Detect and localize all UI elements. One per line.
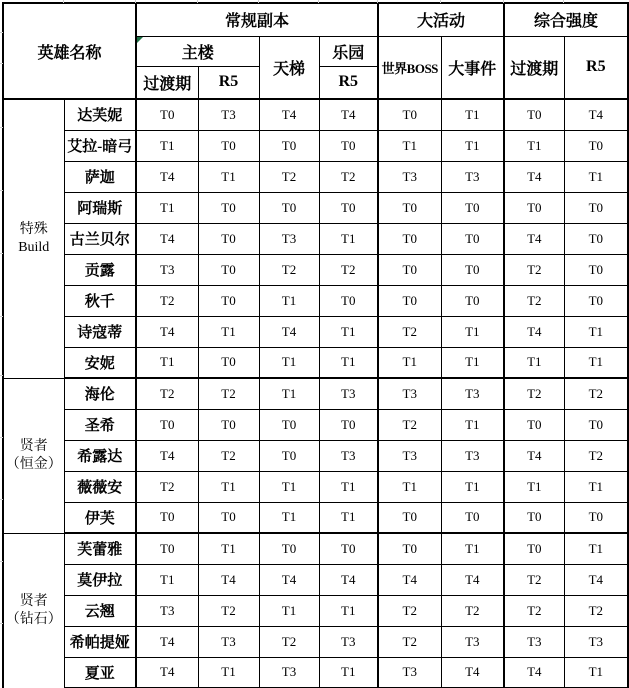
tier-cell[interactable]: T1 — [198, 657, 259, 688]
tier-cell[interactable]: T0 — [378, 285, 441, 316]
tier-cell[interactable]: T1 — [259, 471, 319, 502]
tier-cell[interactable]: T0 — [504, 502, 564, 533]
hero-name-cell[interactable]: 安妮 — [64, 347, 136, 378]
tier-cell[interactable]: T0 — [319, 285, 378, 316]
margin-gridline-tick — [0, 127, 3, 128]
tier-cell[interactable]: T2 — [136, 378, 198, 409]
tier-cell[interactable]: T4 — [136, 440, 198, 471]
margin-gridline-tick — [0, 63, 3, 64]
hero-name-cell[interactable]: 秋千 — [64, 285, 136, 316]
tier-cell[interactable]: T0 — [504, 533, 564, 564]
tier-cell[interactable]: T1 — [441, 316, 504, 347]
tier-cell[interactable]: T0 — [504, 192, 564, 223]
tier-cell[interactable]: T2 — [259, 161, 319, 192]
tier-cell[interactable]: T1 — [319, 347, 378, 378]
tier-cell[interactable]: T0 — [564, 285, 628, 316]
tier-cell[interactable]: T4 — [259, 564, 319, 595]
tier-cell[interactable]: T0 — [198, 409, 259, 440]
margin-gridline-tick — [377, 0, 378, 3]
tier-cell[interactable]: T1 — [198, 533, 259, 564]
tier-cell[interactable]: T2 — [504, 378, 564, 409]
tier-cell[interactable]: T4 — [319, 564, 378, 595]
tier-cell[interactable]: T1 — [504, 471, 564, 502]
tier-cell[interactable]: T0 — [198, 192, 259, 223]
hero-row — [3, 99, 628, 130]
margin-gridline-tick — [318, 0, 319, 3]
group-label-line: Build — [18, 239, 50, 255]
group-label-line: （钻石） — [5, 611, 62, 627]
tier-cell[interactable]: T0 — [259, 130, 319, 161]
tier-cell[interactable]: T0 — [198, 502, 259, 533]
tier-cell[interactable]: T2 — [564, 440, 628, 471]
tier-cell[interactable]: T0 — [441, 502, 504, 533]
tier-cell[interactable]: T1 — [378, 347, 441, 378]
tier-cell[interactable]: T4 — [564, 99, 628, 130]
group-label-cell[interactable] — [3, 378, 64, 533]
tier-cell[interactable]: T4 — [136, 316, 198, 347]
tier-cell[interactable]: T1 — [136, 130, 198, 161]
tier-cell[interactable]: T0 — [564, 254, 628, 285]
tier-cell[interactable]: T0 — [441, 254, 504, 285]
tier-cell[interactable]: T3 — [259, 657, 319, 688]
hero-row — [3, 533, 628, 564]
header-big-event[interactable]: 大事件 — [441, 36, 504, 99]
hero-name-cell[interactable]: 阿瑞斯 — [64, 192, 136, 223]
header-regular-dungeon[interactable]: 常规副本 — [136, 3, 378, 36]
margin-gridline-tick — [0, 499, 3, 500]
tier-cell[interactable]: T0 — [564, 409, 628, 440]
tier-cell[interactable]: T0 — [136, 533, 198, 564]
tier-cell[interactable]: T2 — [564, 378, 628, 409]
tier-cell[interactable]: T1 — [198, 316, 259, 347]
tier-cell[interactable]: T0 — [136, 99, 198, 130]
tier-cell[interactable]: T0 — [504, 409, 564, 440]
tier-cell[interactable]: T0 — [136, 409, 198, 440]
tier-cell[interactable]: T2 — [198, 595, 259, 626]
margin-gridline-tick — [0, 561, 3, 562]
tier-cell[interactable]: T3 — [319, 626, 378, 657]
header-paradise[interactable]: 乐园 — [319, 36, 378, 66]
tier-cell[interactable]: T3 — [136, 254, 198, 285]
hero-name-cell[interactable]: 莫伊拉 — [64, 564, 136, 595]
tier-cell[interactable]: T1 — [441, 471, 504, 502]
header-world-boss[interactable]: 世界BOSS — [378, 36, 441, 99]
tier-cell[interactable]: T0 — [319, 130, 378, 161]
margin-gridline-tick — [0, 253, 3, 254]
tier-cell[interactable]: T3 — [259, 223, 319, 254]
tier-cell[interactable]: T1 — [198, 471, 259, 502]
margin-gridline-tick — [440, 0, 441, 3]
hero-row — [3, 378, 628, 409]
margin-gridline-tick — [0, 190, 3, 191]
tier-cell[interactable]: T0 — [378, 99, 441, 130]
tier-cell[interactable]: T1 — [259, 378, 319, 409]
tier-cell[interactable]: T2 — [198, 440, 259, 471]
tier-cell[interactable]: T0 — [259, 409, 319, 440]
tier-cell[interactable]: T0 — [441, 223, 504, 254]
hero-name-cell[interactable]: 夏亚 — [64, 657, 136, 688]
tier-cell[interactable]: T3 — [564, 626, 628, 657]
hero-row — [3, 409, 628, 440]
tier-cell[interactable]: T0 — [136, 502, 198, 533]
tier-cell[interactable]: T0 — [319, 533, 378, 564]
tier-cell[interactable]: T3 — [198, 99, 259, 130]
hero-row — [3, 564, 628, 595]
hero-row — [3, 316, 628, 347]
header-overall-strength[interactable]: 综合强度 — [504, 3, 628, 36]
tier-cell[interactable]: T0 — [319, 192, 378, 223]
hero-name-cell[interactable]: 艾拉-暗弓 — [64, 130, 136, 161]
tier-cell[interactable]: T1 — [259, 502, 319, 533]
header-overall-r5[interactable]: R5 — [564, 36, 628, 99]
tier-cell[interactable]: T0 — [378, 502, 441, 533]
tier-cell[interactable]: T3 — [198, 626, 259, 657]
tier-cell[interactable]: T4 — [504, 440, 564, 471]
tier-cell[interactable]: T2 — [504, 564, 564, 595]
tier-cell[interactable]: T1 — [319, 502, 378, 533]
hero-row — [3, 440, 628, 471]
tier-cell[interactable]: T2 — [319, 254, 378, 285]
hero-name-cell[interactable]: 薇薇安 — [64, 471, 136, 502]
tier-cell[interactable]: T1 — [441, 347, 504, 378]
tier-cell[interactable]: T3 — [378, 378, 441, 409]
tier-cell[interactable]: T2 — [441, 595, 504, 626]
hero-tier-table — [2, 2, 629, 688]
tier-cell[interactable]: T1 — [259, 595, 319, 626]
margin-gridline-tick — [0, 316, 3, 317]
tier-cell[interactable]: T0 — [441, 285, 504, 316]
tier-cell[interactable]: T3 — [441, 378, 504, 409]
margin-gridline-tick — [503, 0, 504, 3]
tier-cell[interactable]: T0 — [564, 130, 628, 161]
tier-cell[interactable]: T1 — [564, 657, 628, 688]
tier-cell[interactable]: T1 — [441, 130, 504, 161]
tier-cell[interactable]: T1 — [319, 471, 378, 502]
header-ladder[interactable]: 天梯 — [259, 36, 319, 99]
header-hero-name[interactable]: 英雄名称 — [3, 3, 136, 99]
tier-cell[interactable]: T3 — [441, 440, 504, 471]
tier-cell[interactable]: T4 — [259, 99, 319, 130]
tier-cell[interactable]: T2 — [504, 595, 564, 626]
tier-cell[interactable]: T1 — [136, 564, 198, 595]
tier-cell[interactable]: T0 — [378, 223, 441, 254]
hero-name-cell[interactable]: 海伦 — [64, 378, 136, 409]
header-maintower-r5[interactable]: R5 — [198, 66, 259, 99]
margin-gridline-tick — [0, 437, 3, 438]
group-label-line: 特殊 — [19, 222, 48, 238]
group-label-line: 贤者 — [19, 439, 48, 454]
tier-cell[interactable]: T1 — [319, 657, 378, 688]
hero-row — [3, 502, 628, 533]
group-label-cell[interactable] — [3, 99, 64, 378]
margin-gridline-tick — [0, 32, 3, 33]
tier-cell[interactable]: T1 — [564, 316, 628, 347]
margin-gridline-tick — [258, 0, 259, 3]
header-paradise-r5[interactable]: R5 — [319, 66, 378, 99]
hero-name-cell[interactable]: 芙蕾雅 — [64, 533, 136, 564]
hero-name-cell[interactable]: 达芙妮 — [64, 99, 136, 130]
tier-cell[interactable]: T1 — [441, 409, 504, 440]
tier-cell[interactable]: T1 — [319, 316, 378, 347]
hero-name-cell[interactable]: 希露达 — [64, 440, 136, 471]
tier-cell[interactable]: T2 — [259, 254, 319, 285]
tier-cell[interactable]: T1 — [564, 471, 628, 502]
margin-gridline-tick — [135, 0, 136, 3]
tier-cell[interactable]: T1 — [259, 347, 319, 378]
hero-name-cell[interactable]: 贡露 — [64, 254, 136, 285]
tier-cell[interactable]: T4 — [504, 657, 564, 688]
tier-cell[interactable]: T3 — [319, 440, 378, 471]
tier-cell[interactable]: T0 — [259, 533, 319, 564]
hero-name-cell[interactable]: 伊芙 — [64, 502, 136, 533]
tier-cell[interactable]: T1 — [504, 347, 564, 378]
group-label-line: （恒金） — [5, 456, 62, 472]
tier-cell[interactable]: T3 — [441, 161, 504, 192]
margin-gridline-tick — [0, 623, 3, 624]
tier-cell[interactable]: T0 — [441, 192, 504, 223]
tier-cell[interactable]: T0 — [198, 285, 259, 316]
hero-row — [3, 254, 628, 285]
hero-row — [3, 285, 628, 316]
tier-cell[interactable]: T1 — [564, 161, 628, 192]
hero-row — [3, 192, 628, 223]
tier-cell[interactable]: T1 — [198, 161, 259, 192]
tier-cell[interactable]: T0 — [378, 533, 441, 564]
tier-cell[interactable]: T1 — [136, 347, 198, 378]
tier-cell[interactable]: T0 — [198, 223, 259, 254]
tier-cell[interactable]: T2 — [378, 595, 441, 626]
tier-cell[interactable]: T0 — [564, 192, 628, 223]
margin-gridline-tick — [0, 375, 3, 376]
tier-cell[interactable]: T4 — [564, 564, 628, 595]
tier-cell[interactable]: T0 — [198, 254, 259, 285]
tier-cell[interactable]: T3 — [378, 161, 441, 192]
tier-cell[interactable]: T2 — [504, 254, 564, 285]
hero-row — [3, 130, 628, 161]
tier-cell[interactable]: T0 — [319, 409, 378, 440]
tier-cell[interactable]: T2 — [378, 626, 441, 657]
hero-row — [3, 161, 628, 192]
comment-triangle-icon — [137, 37, 143, 43]
tier-cell[interactable]: T0 — [504, 99, 564, 130]
hero-row — [3, 657, 628, 688]
header-main-tower[interactable] — [136, 36, 259, 66]
hero-row — [3, 347, 628, 378]
margin-gridline-tick — [197, 0, 198, 3]
hero-name-cell[interactable]: 诗寇蒂 — [64, 316, 136, 347]
hero-name-cell[interactable]: 古兰贝尔 — [64, 223, 136, 254]
tier-cell[interactable]: T0 — [564, 223, 628, 254]
tier-cell[interactable]: T0 — [198, 347, 259, 378]
tier-cell[interactable]: T2 — [378, 316, 441, 347]
group-label-line: 贤者 — [19, 594, 48, 609]
tier-cell[interactable]: T4 — [441, 564, 504, 595]
header-major-events[interactable]: 大活动 — [378, 3, 504, 36]
tier-cell[interactable]: T0 — [564, 502, 628, 533]
tier-cell[interactable]: T2 — [136, 285, 198, 316]
tier-cell[interactable]: T3 — [319, 378, 378, 409]
hero-row — [3, 626, 628, 657]
tier-cell[interactable]: T2 — [319, 161, 378, 192]
tier-cell[interactable]: T2 — [136, 471, 198, 502]
tier-cell[interactable]: T1 — [564, 347, 628, 378]
tier-cell[interactable]: T3 — [441, 626, 504, 657]
tier-cell[interactable]: T4 — [136, 161, 198, 192]
tier-cell[interactable]: T4 — [136, 223, 198, 254]
hero-row — [3, 595, 628, 626]
tier-cell[interactable]: T0 — [259, 440, 319, 471]
tier-cell[interactable]: T4 — [259, 316, 319, 347]
tier-cell[interactable]: T4 — [504, 161, 564, 192]
tier-cell[interactable]: T2 — [198, 378, 259, 409]
tier-cell[interactable]: T3 — [504, 626, 564, 657]
tier-cell[interactable]: T1 — [259, 285, 319, 316]
hero-name-cell[interactable]: 萨迦 — [64, 161, 136, 192]
tier-cell[interactable]: T1 — [136, 192, 198, 223]
tier-cell[interactable]: T4 — [504, 223, 564, 254]
tier-cell[interactable]: T4 — [136, 657, 198, 688]
margin-gridline-tick — [63, 0, 64, 3]
tier-cell[interactable]: T1 — [378, 130, 441, 161]
tier-cell[interactable]: T1 — [319, 223, 378, 254]
tier-cell[interactable]: T4 — [136, 626, 198, 657]
tier-cell[interactable]: T3 — [136, 595, 198, 626]
tier-cell[interactable]: T4 — [504, 316, 564, 347]
group-label-cell[interactable] — [3, 533, 64, 688]
margin-gridline-tick — [563, 0, 564, 3]
header-main-tower-label: 主楼 — [181, 44, 214, 62]
tier-cell[interactable]: T2 — [564, 595, 628, 626]
hero-row — [3, 223, 628, 254]
tier-cell[interactable]: T0 — [259, 192, 319, 223]
header-maintower-transition[interactable]: 过渡期 — [136, 66, 198, 99]
tier-cell[interactable]: T2 — [504, 285, 564, 316]
hero-name-cell[interactable]: 圣希 — [64, 409, 136, 440]
tier-cell[interactable]: T0 — [198, 130, 259, 161]
hero-name-cell[interactable]: 云翘 — [64, 595, 136, 626]
tier-cell[interactable]: T1 — [319, 595, 378, 626]
tier-cell[interactable]: T4 — [378, 564, 441, 595]
tier-cell[interactable]: T3 — [378, 440, 441, 471]
tier-cell[interactable]: T4 — [441, 657, 504, 688]
header-overall-transition[interactable]: 过渡期 — [504, 36, 564, 99]
tier-cell[interactable]: T1 — [441, 533, 504, 564]
tier-cell[interactable]: T0 — [378, 254, 441, 285]
tier-cell[interactable]: T4 — [319, 99, 378, 130]
tier-cell[interactable]: T3 — [378, 657, 441, 688]
tier-cell[interactable]: T2 — [378, 409, 441, 440]
tier-cell[interactable]: T2 — [259, 626, 319, 657]
tier-cell[interactable]: T0 — [378, 192, 441, 223]
tier-cell[interactable]: T4 — [198, 564, 259, 595]
tier-cell[interactable]: T1 — [441, 99, 504, 130]
tier-cell[interactable]: T1 — [564, 533, 628, 564]
hero-row — [3, 471, 628, 502]
tier-cell[interactable]: T1 — [378, 471, 441, 502]
tier-cell[interactable]: T1 — [504, 130, 564, 161]
hero-name-cell[interactable]: 希帕提娅 — [64, 626, 136, 657]
